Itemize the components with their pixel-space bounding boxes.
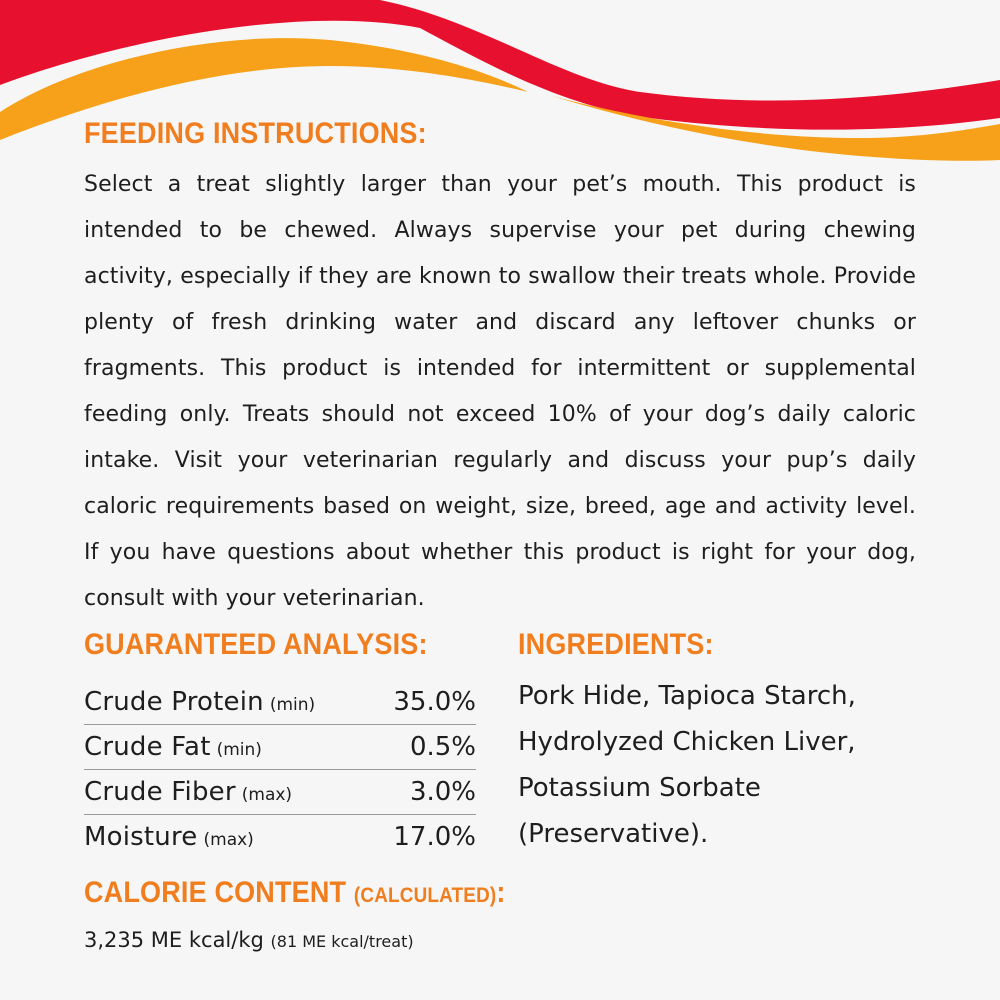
guaranteed-analysis-heading: GUARANTEED ANALYSIS:	[84, 628, 428, 661]
analysis-name: Crude Fiber	[84, 777, 236, 807]
analysis-name: Crude Protein	[84, 687, 264, 717]
analysis-qualifier: (min)	[216, 740, 262, 760]
calorie-heading-sub: (CALCULATED)	[353, 884, 497, 907]
guaranteed-analysis-table	[84, 680, 476, 860]
analysis-value: 17.0%	[393, 822, 476, 852]
calorie-per-kg: 3,235 ME kcal/kg	[84, 928, 264, 952]
calorie-heading-colon: :	[496, 876, 506, 909]
analysis-row-protein	[84, 680, 476, 725]
analysis-value: 0.5%	[409, 732, 476, 762]
ingredients-text: Pork Hide, Tapioca Starch, Hydrolyzed Chicken Liver, Potassium Sorbate (Preservative).	[518, 681, 856, 849]
feeding-instructions-text: Select a treat slightly larger than your pet’s mouth. This product is intended to be chewed. Always supervise your pet during chewing activity, especially if they are known to swallow their treats whole. Provide plenty of fresh drinking water and discard any leftover chunks or fragments. This product is intended for intermittent or supplemental feeding only. Treats should not exceed 10% of your dog’s daily caloric intake. Visit your veterinarian regularly and discuss your pup’s daily caloric requirements based on weight, size, breed, age and activity level. If you have questions about whether this product is right for your dog, consult with your veterinarian.	[84, 172, 916, 611]
feeding-instructions-heading: FEEDING INSTRUCTIONS:	[84, 117, 427, 150]
analysis-name: Moisture	[84, 822, 198, 852]
calorie-content-value	[84, 928, 414, 952]
calorie-content-heading	[84, 876, 506, 910]
analysis-row-fat	[84, 725, 476, 770]
analysis-row-moisture	[84, 815, 476, 860]
analysis-qualifier: (min)	[269, 695, 316, 715]
analysis-name: Crude Fat	[84, 732, 211, 762]
ingredients-heading: INGREDIENTS:	[518, 628, 714, 661]
analysis-qualifier: (max)	[203, 830, 254, 850]
analysis-qualifier: (max)	[241, 785, 293, 805]
analysis-value: 35.0%	[393, 687, 476, 717]
calorie-per-treat: (81 ME kcal/treat)	[270, 932, 414, 951]
calorie-heading-main: CALORIE CONTENT	[84, 876, 347, 909]
analysis-row-fiber	[84, 770, 476, 815]
analysis-value: 3.0%	[409, 777, 476, 807]
